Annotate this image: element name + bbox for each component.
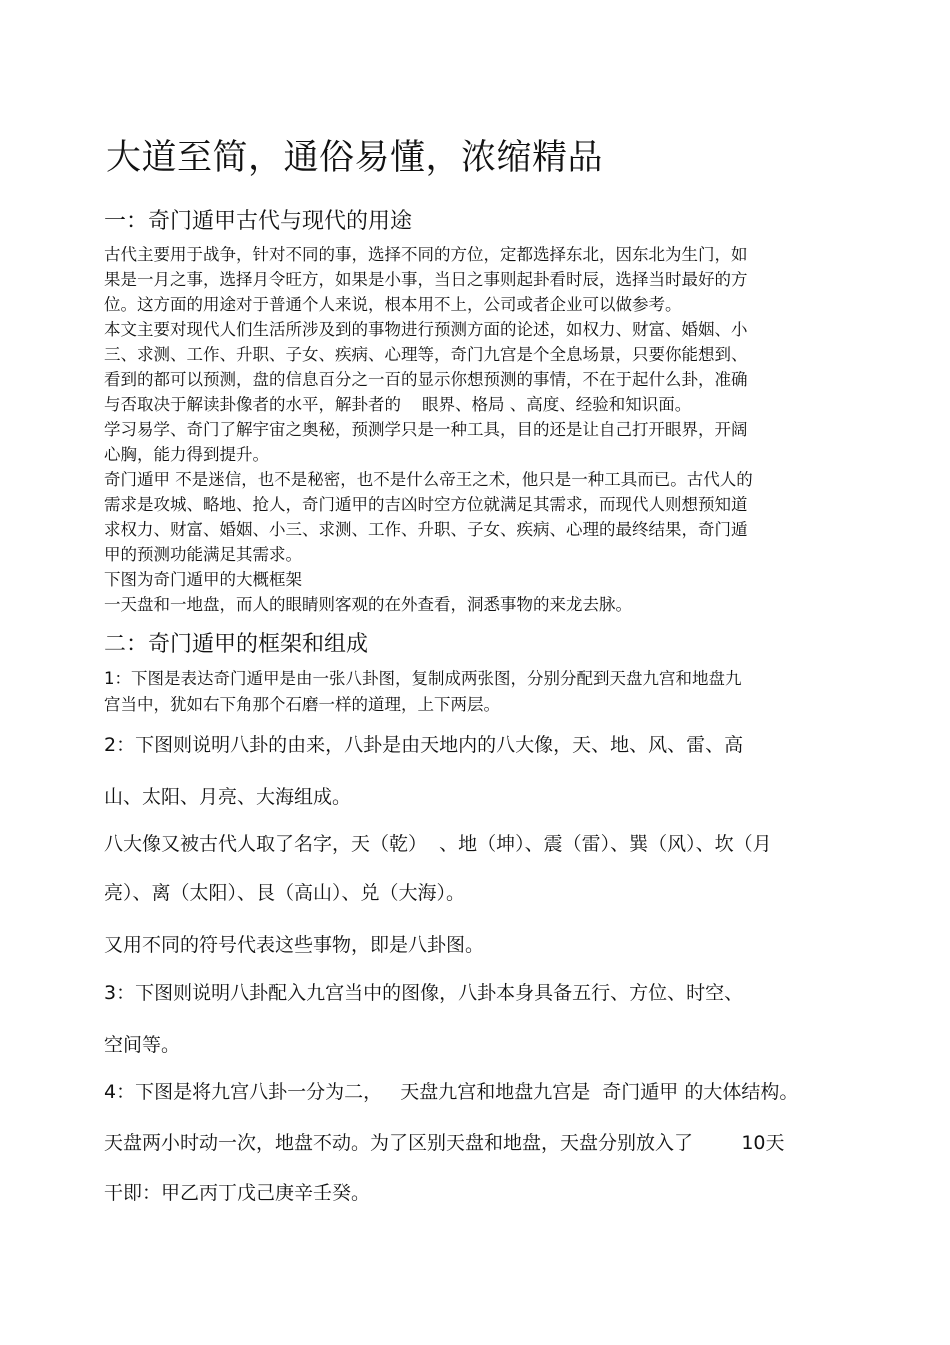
paragraph-line: 2：下图则说明八卦的由来，八卦是由天地内的八大像，天、地、风、雷、高 [104, 734, 744, 756]
paragraph-line: 山、太阳、月亮、大海组成。 [104, 786, 352, 808]
paragraph-line: 古代主要用于战争，针对不同的事，选择不同的方位，定都选择东北，因东北为生门，如 [104, 245, 748, 264]
page-title: 大道至简，通俗易懂，浓缩精品 [106, 138, 604, 178]
paragraph-line: 1：下图是表达奇门遁甲是由一张八卦图，复制成两张图，分别分配到天盘九宫和地盘九 [104, 669, 742, 688]
paragraph-line: 天盘两小时动一次，地盘不动。为了区别天盘和地盘，天盘分别放入了 10天 [104, 1132, 785, 1154]
paragraph-line: 下图为奇门遁甲的大概框架 [104, 570, 302, 589]
paragraph-line: 需求是攻城、略地、抢人，奇门遁甲的吉凶时空方位就满足其需求，而现代人则想预知道 [104, 495, 748, 514]
paragraph-line: 果是一月之事，选择月令旺方，如果是小事，当日之事则起卦看时辰，选择当时最好的方 [104, 270, 748, 289]
paragraph-line: 八大像又被古代人取了名字，天（乾） 、地（坤）、震（雷）、巽（风）、坎（月 [104, 833, 772, 855]
section1-heading: 一：奇门遁甲古代与现代的用途 [104, 209, 413, 234]
paragraph-line: 干即：甲乙丙丁戊己庚辛壬癸。 [104, 1182, 371, 1204]
paragraph-line: 本文主要对现代人们生活所涉及到的事物进行预测方面的论述，如权力、财富、婚姻、小 [104, 320, 748, 339]
paragraph-line: 又用不同的符号代表这些事物，即是八卦图。 [104, 934, 485, 956]
paragraph-line: 宫当中，犹如右下角那个石磨一样的道理，上下两层。 [104, 695, 500, 714]
paragraph-line: 空间等。 [104, 1034, 181, 1056]
paragraph-line: 心胸，能力得到提升。 [104, 445, 269, 464]
section2-heading: 二：奇门遁甲的框架和组成 [104, 632, 369, 657]
paragraph-line: 求权力、财富、婚姻、小三、求测、工作、升职、子女、疾病、心理的最终结果，奇门遁 [104, 520, 748, 539]
paragraph-line: 与否取决于解读卦像者的水平，解卦者的 眼界、格局 、高度、经验和知识面。 [104, 395, 692, 414]
paragraph-line: 位。这方面的用途对于普通个人来说，根本用不上，公司或者企业可以做参考。 [104, 295, 682, 314]
paragraph-line: 甲的预测功能满足其需求。 [104, 545, 302, 564]
paragraph-line: 三、求测、工作、升职、子女、疾病、心理等，奇门九宫是个全息场景，只要你能想到、 [104, 345, 748, 364]
paragraph-line: 一天盘和一地盘，而人的眼睛则客观的在外查看，洞悉事物的来龙去脉。 [104, 595, 632, 614]
paragraph-line: 4：下图是将九宫八卦一分为二， 天盘九宫和地盘九宫是 奇门遁甲 的大体结构。 [104, 1081, 799, 1103]
paragraph-line: 学习易学、奇门了解宇宙之奥秘，预测学只是一种工具，目的还是让自己打开眼界，开阔 [104, 420, 748, 439]
paragraph-line: 3：下图则说明八卦配入九宫当中的图像，八卦本身具备五行、方位、时空、 [104, 982, 744, 1004]
paragraph-line: 看到的都可以预测，盘的信息百分之一百的显示你想预测的事情，不在于起什么卦，准确 [104, 370, 748, 389]
paragraph-line: 奇门遁甲 不是迷信，也不是秘密，也不是什么帝王之术，他只是一种工具而已。古代人的 [104, 470, 753, 489]
paragraph-line: 亮）、离（太阳）、艮（高山）、兑（大海）。 [104, 882, 466, 904]
